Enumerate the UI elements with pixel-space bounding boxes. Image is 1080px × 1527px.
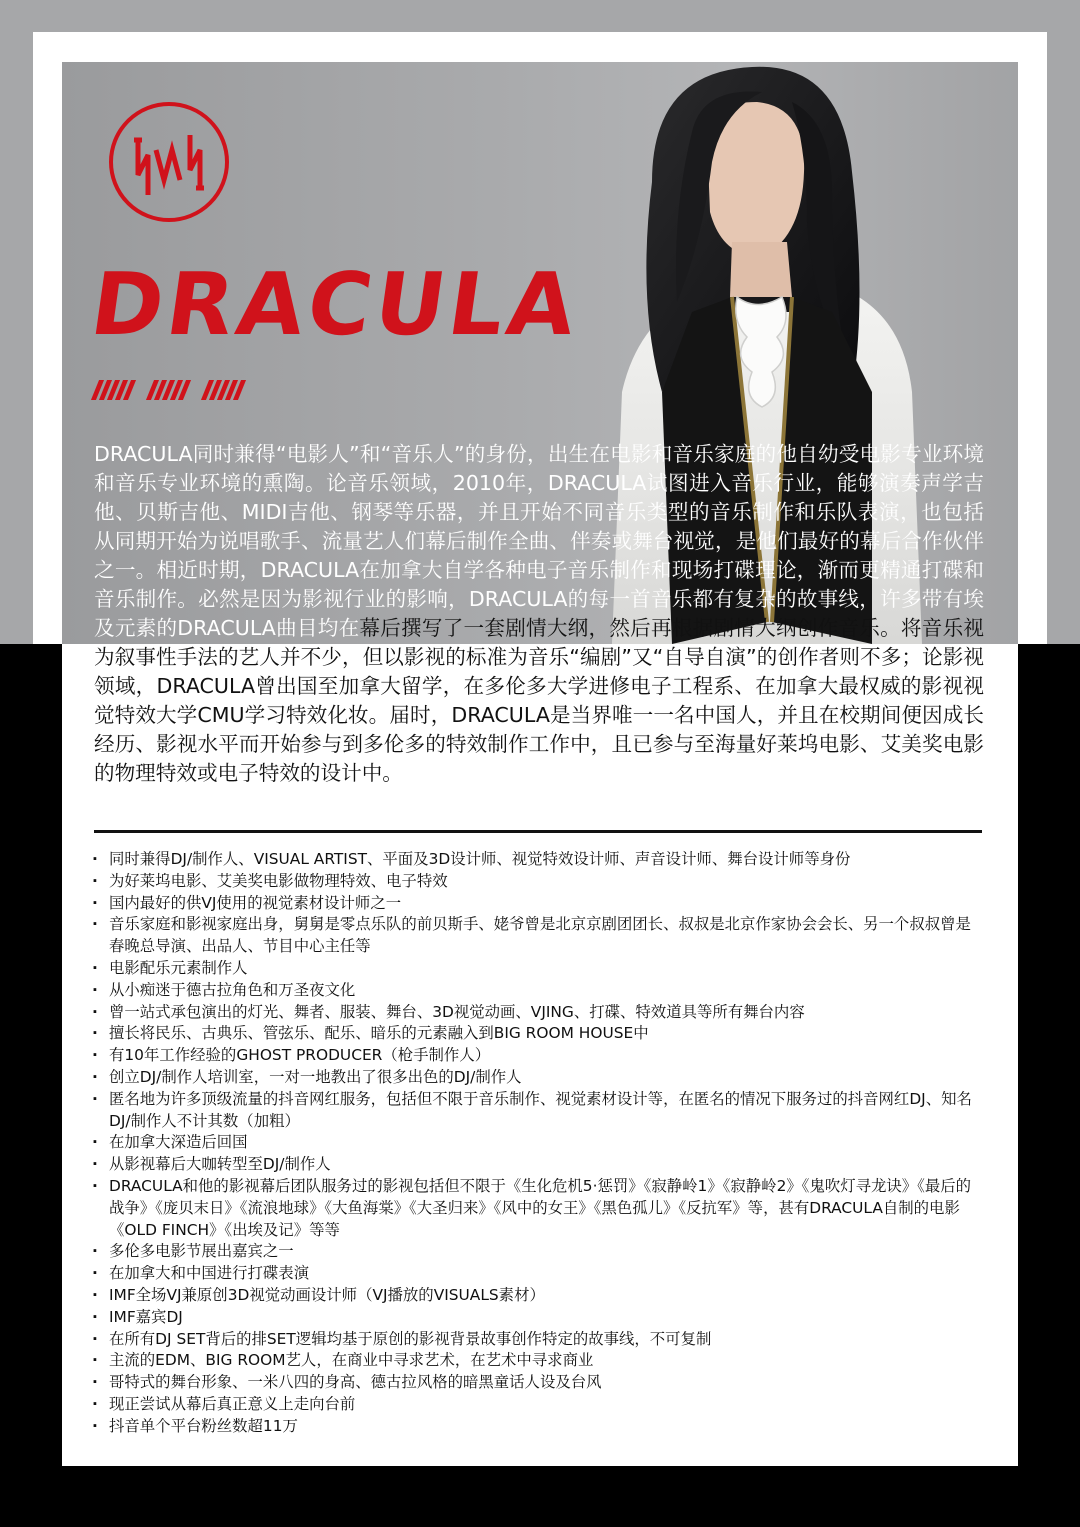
list-item: · 在加拿大深造后回国 [92,1132,984,1154]
list-item: · 擅长将民乐、古典乐、管弦乐、配乐、暗乐的元素融入到BIG ROOM HOUSE中 [92,1023,984,1045]
bio-paragraph [94,440,984,788]
artist-title: DRACULA [84,255,586,355]
list-item: · 从小痴迷于德古拉角色和万圣夜文化 [92,980,984,1002]
list-item: · 为好莱坞电影、艾美奖电影做物理特效、电子特效 [92,871,984,893]
list-item: · 在加拿大和中国进行打碟表演 [92,1263,984,1285]
list-item: · 创立DJ/制作人培训室，一对一地教出了很多出色的DJ/制作人 [92,1067,984,1089]
list-item: · 国内最好的供VJ使用的视觉素材设计师之一 [92,893,984,915]
stripe-decoration [95,380,242,400]
section-divider [94,830,982,833]
list-item: · 哥特式的舞台形象、一米八四的身高、德古拉风格的暗黑童话人设及台风 [92,1372,984,1394]
list-item: · IMF全场VJ兼原创3D视觉动画设计师（VJ播放的VISUALS素材） [92,1285,984,1307]
list-item: · 匿名地为许多顶级流量的抖音网红服务，包括但不限于音乐制作、视觉素材设计等，在匿名的情况下服务过的抖音网红DJ、知名DJ/制作人不计其数（加粗） [92,1089,984,1133]
list-item: · 有10年工作经验的GHOST PRODUCER（枪手制作人） [92,1045,984,1067]
list-item: · 在所有DJ SET背后的排SET逻辑均基于原创的影视背景故事创作特定的故事线，不可复制 [92,1329,984,1351]
list-item: · 音乐家庭和影视家庭出身，舅舅是零点乐队的前贝斯手、姥爷曾是北京京剧团团长、叔叔是北京作家协会会长、另一个叔叔曾是春晚总导演、出品人、节目中心主任等 [92,914,984,958]
list-item: · 现正尝试从幕后真正意义上走向台前 [92,1394,984,1416]
facts-list [92,849,984,1438]
dracula-emblem-logo [104,100,234,230]
list-item: · 电影配乐元素制作人 [92,958,984,980]
list-item: · 多伦多电影节展出嘉宾之一 [92,1241,984,1263]
list-item: · 主流的EDM、BIG ROOM艺人，在商业中寻求艺术，在艺术中寻求商业 [92,1350,984,1372]
list-item: · 同时兼得DJ/制作人、VISUAL ARTIST、平面及3D设计师、视觉特效设计师、声音设计师、舞台设计师等身份 [92,849,984,871]
bio-lower-text: 幕后撰写了一套剧情大纲，然后再根据剧情大纲创作音乐。将音乐视为叙事性手法的艺人并不少，但以影视的标准为音乐“编剧”又“自导自演”的创作者则不多；论影视领域，DRACULA曾出国至加拿大留学，在多伦多大学进修电子工程系、在加拿大最权威的影视视觉特效大学CMU学习特效化妆。届时，DRACULA是当界唯一一名中国人，并且在校期间便因成长经历、影视水平而开始参与到多伦多的特效制作工作中，且已参与至海量好莱坞电影、艾美奖电影的物理特效或电子特效的设计中。 [94,616,985,785]
list-item: · IMF嘉宾DJ [92,1307,984,1329]
list-item: · 从影视幕后大咖转型至DJ/制作人 [92,1154,984,1176]
list-item: · 抖音单个平台粉丝数超11万 [92,1416,984,1438]
bio-upper-text: DRACULA同时兼得“电影人”和“音乐人”的身份，出生在电影和音乐家庭的他自幼受电影专业环境和音乐专业环境的熏陶。论音乐领域，2010年，DRACULA试图进入音乐行业，能够演奏声学吉他、贝斯吉他、MIDI吉他、钢琴等乐器，并且开始不同音乐类型的音乐制作和乐队表演，也包括从同期开始为说唱歌手、流量艺人们幕后制作全曲、伴奏或舞台视觉，是他们最好的幕后合作伙伴之一。相近时期，DRACULA在加拿大自学各种电子音乐制作和现场打碟理论，渐而更精通打碟和音乐制作。必然是因为影视行业的影响，DRACULA的每一首音乐都有复杂的故事线，许多带有埃及元素的DRACULA曲目均在 [94,442,984,640]
list-item: · DRACULA和他的影视幕后团队服务过的影视包括但不限于《生化危机5·惩罚》《寂静岭1》《寂静岭2》《鬼吹灯寻龙诀》《最后的战争》《庞贝末日》《流浪地球》《大鱼海棠》《大圣归来》《风中的女王》《黑色孤儿》《反抗军》等，甚有DRACULA自制的电影《OLD FINCH》《出埃及记》等等 [92,1176,984,1241]
list-item: · 曾一站式承包演出的灯光、舞者、服装、舞台、3D视觉动画、VJING、打碟、特效道具等所有舞台内容 [92,1002,984,1024]
